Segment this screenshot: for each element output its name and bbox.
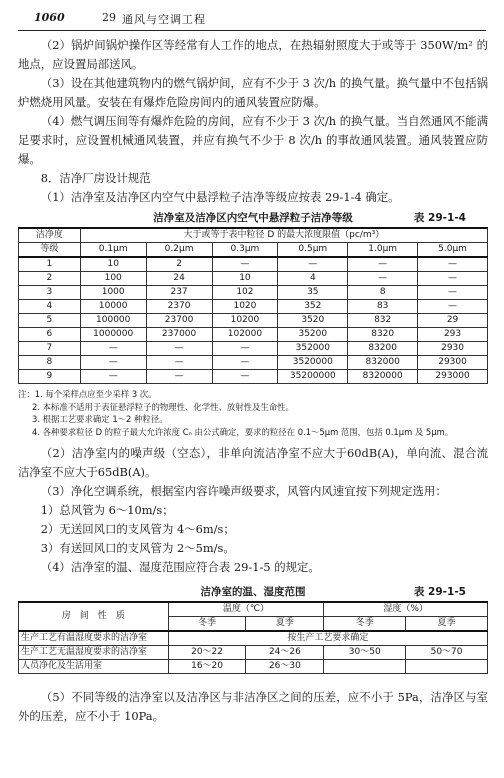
list-item: 2）无送回风口的支风管为 4～6m/s； [40, 522, 235, 537]
value-cell: — [80, 356, 146, 370]
paragraph: （3）设在其他建筑物内的燃气锅炉间，应有不少于 3 次/h 的换气量。换气量中不包括锅炉燃烧用风量。安装在有爆炸危险房间内的通风装置应防爆。 [18, 76, 488, 109]
paragraph: （3）净化空调系统，根据室内容许噪声级要求，风管内风速宜按下列规定选用： [40, 484, 447, 499]
value-cell: 35 [278, 286, 348, 300]
value-cell: — [146, 370, 212, 384]
header-cell: 洁净度 [19, 228, 81, 243]
value-cell: — [212, 356, 278, 370]
table-body [19, 257, 488, 384]
header-cell: 等级 [19, 243, 81, 258]
running-header [18, 8, 486, 31]
header-cell: 冬季 [168, 617, 246, 632]
value-cell: 102 [212, 286, 278, 300]
value-cell: 102000 [212, 328, 278, 342]
header-cell: 大于或等于表中粒径 D 的最大浓度限值（pc/m³） [80, 228, 487, 243]
value-cell: 8 [348, 286, 418, 300]
grade-cell: 7 [19, 342, 81, 356]
value-cell: 293000 [418, 370, 488, 384]
value-cell: 35200 [278, 328, 348, 342]
value-cell: 10000 [80, 300, 146, 314]
chapter-number: 29 [102, 11, 116, 24]
header-cell: 1.0μm [348, 243, 418, 258]
value-cell: — [212, 342, 278, 356]
value-cell: 10 [212, 272, 278, 286]
table-number: 表 29-1-5 [413, 586, 466, 599]
value-cell: 83 [348, 300, 418, 314]
paragraph: （2）锅炉间锅炉操作区等经常有人工作的地点，在热辐射照度大于或等于 350W/m² 的地点，应设置局部送风。 [18, 38, 488, 71]
header-cell: 0.2μm [146, 243, 212, 258]
value-cell: 2370 [146, 300, 212, 314]
table-caption: 洁净室及洁净区内空气中悬浮粒子洁净等级 [153, 212, 353, 224]
header-cell: 湿度（%） [324, 602, 488, 617]
chapter-title: 通风与空调工程 [122, 13, 206, 26]
value-cell: 20～22 [168, 646, 246, 660]
value-cell: 30～50 [324, 646, 406, 660]
value-cell: 29300 [418, 356, 488, 370]
table-row [19, 660, 488, 674]
value-cell: 352000 [278, 342, 348, 356]
grade-cell: 8 [19, 356, 81, 370]
table-row [19, 286, 488, 300]
value-cell: — [80, 370, 146, 384]
page-number: 1060 [34, 11, 65, 24]
header-cell: 0.3μm [212, 243, 278, 258]
temp-humidity-table [18, 601, 488, 674]
value-cell: — [146, 342, 212, 356]
table-row [19, 328, 488, 342]
grade-cell: 2 [19, 272, 81, 286]
table-row [19, 272, 488, 286]
table-notes [18, 388, 488, 438]
value-cell: 35200000 [278, 370, 348, 384]
table-caption-row [18, 209, 488, 227]
value-cell: — [146, 356, 212, 370]
table-row [19, 646, 488, 660]
grade-cell: 6 [19, 328, 81, 342]
list-item: 3）有送回风口的支风管为 2～5m/s。 [40, 541, 235, 556]
header-cell: 冬季 [324, 617, 406, 632]
value-cell: 1020 [212, 300, 278, 314]
value-cell: 832 [348, 314, 418, 328]
value-cell: 24～26 [246, 646, 324, 660]
header-cell: 0.5μm [278, 243, 348, 258]
header-cell: 夏季 [406, 617, 488, 632]
value-cell: — [418, 257, 488, 272]
header-cell: 温度（℃） [168, 602, 324, 617]
table-row [19, 370, 488, 384]
value-cell: 352 [278, 300, 348, 314]
value-cell: 3520 [278, 314, 348, 328]
grade-cell: 5 [19, 314, 81, 328]
table-row [19, 356, 488, 370]
value-cell: — [212, 257, 278, 272]
table-row [19, 342, 488, 356]
table-row [19, 314, 488, 328]
list-item: 1）总风管为 6～10m/s； [40, 503, 174, 518]
table-header-row [19, 243, 488, 258]
value-cell: 293 [418, 328, 488, 342]
paragraph: （4）燃气调压间等有爆炸危险的房间，应有不少于 3 次/h 的换气量。当自然通风不能满足要求时，应设置机械通风装置，并应有换气不少于 8 次/h 的事故通风装置。通风装置应防爆。 [18, 114, 488, 166]
room-cell: 生产工艺无温湿度要求的洁净室 [19, 646, 169, 660]
value-cell: 24 [146, 272, 212, 286]
grade-cell: 4 [19, 300, 81, 314]
value-cell: 100000 [80, 314, 146, 328]
grade-cell: 1 [19, 257, 81, 272]
page-body [18, 36, 488, 726]
section-heading: 8．洁净厂房设计规范 [40, 171, 151, 185]
grade-cell: 3 [19, 286, 81, 300]
room-cell: 生产工艺有温湿度要求的洁净室 [19, 631, 169, 646]
value-cell: — [348, 272, 418, 286]
value-cell [406, 660, 488, 674]
value-cell: 83200 [348, 342, 418, 356]
table-caption: 洁净室的温、湿度范围 [200, 586, 306, 599]
grade-cell: 9 [19, 370, 81, 384]
paragraph: （4）洁净室的温、湿度范围应符合表 29-1-5 的规定。 [40, 560, 320, 575]
value-cell: 237 [146, 286, 212, 300]
header-cell: 夏季 [246, 617, 324, 632]
value-cell: — [348, 257, 418, 272]
value-cell: 100 [80, 272, 146, 286]
value-cell: 29 [418, 314, 488, 328]
note: 2. 本标准不适用于表征悬浮粒子的物理性、化学性、放射性及生命性。 [32, 401, 294, 412]
table-caption-row [18, 583, 488, 601]
cleanliness-table [18, 227, 488, 384]
value-cell: — [278, 257, 348, 272]
value-cell: 26～30 [246, 660, 324, 674]
value-cell: — [418, 272, 488, 286]
value-cell: 10200 [212, 314, 278, 328]
table-header-row [19, 228, 488, 243]
value-cell: — [212, 370, 278, 384]
value-cell: 2930 [418, 342, 488, 356]
value-cell: 8320 [348, 328, 418, 342]
paragraph: （5）不同等级的洁净室以及洁净区与非洁净区之间的压差，应不小于 5Pa，洁净区与室外的压差，应不小于 10Pa。 [18, 690, 488, 724]
value-cell: — [80, 342, 146, 356]
note: 4. 各种要求粒径 D 的粒子最大允许浓度 Cₙ 由公式确定，要求的粒径在 0.1～5μm 范围，包括 0.1μm 及 5μm。 [32, 426, 454, 437]
table-number: 表 29-1-4 [413, 212, 466, 224]
value-cell: 832000 [348, 356, 418, 370]
room-cell: 人员净化及生活用室 [19, 660, 169, 674]
value-cell: 1000000 [80, 328, 146, 342]
value-cell [324, 660, 406, 674]
value-cell: 3520000 [278, 356, 348, 370]
merged-cell: 按生产工艺要求确定 [168, 631, 487, 646]
header-cell: 房 间 性 质 [19, 602, 169, 631]
value-cell: 16～20 [168, 660, 246, 674]
value-cell: 237000 [146, 328, 212, 342]
value-cell: 10 [80, 257, 146, 272]
table-row [19, 631, 488, 646]
value-cell: — [418, 300, 488, 314]
table-header-row [19, 602, 488, 617]
value-cell: 2 [146, 257, 212, 272]
header-cell: 0.1μm [80, 243, 146, 258]
note: 3. 根据工艺要求确定 1～2 种粒径。 [32, 414, 168, 425]
table-row [19, 257, 488, 272]
value-cell: 50～70 [406, 646, 488, 660]
header-cell: 5.0μm [418, 243, 488, 258]
value-cell: 1000 [80, 286, 146, 300]
value-cell: 8320000 [348, 370, 418, 384]
value-cell: — [418, 286, 488, 300]
paragraph: （2）洁净室内的噪声级（空态），非单向流洁净室不应大于60dB(A)，单向流、混合流洁净室不应大于65dB(A)。 [18, 446, 488, 480]
value-cell: 23700 [146, 314, 212, 328]
note: 注：1. 每个采样点应至少采样 3 次。 [18, 389, 157, 399]
paragraph: （1）洁净室及洁净区内空气中悬浮粒子洁净等级应按表 29-1-4 确定。 [40, 190, 400, 204]
value-cell: 4 [278, 272, 348, 286]
table-row [19, 300, 488, 314]
